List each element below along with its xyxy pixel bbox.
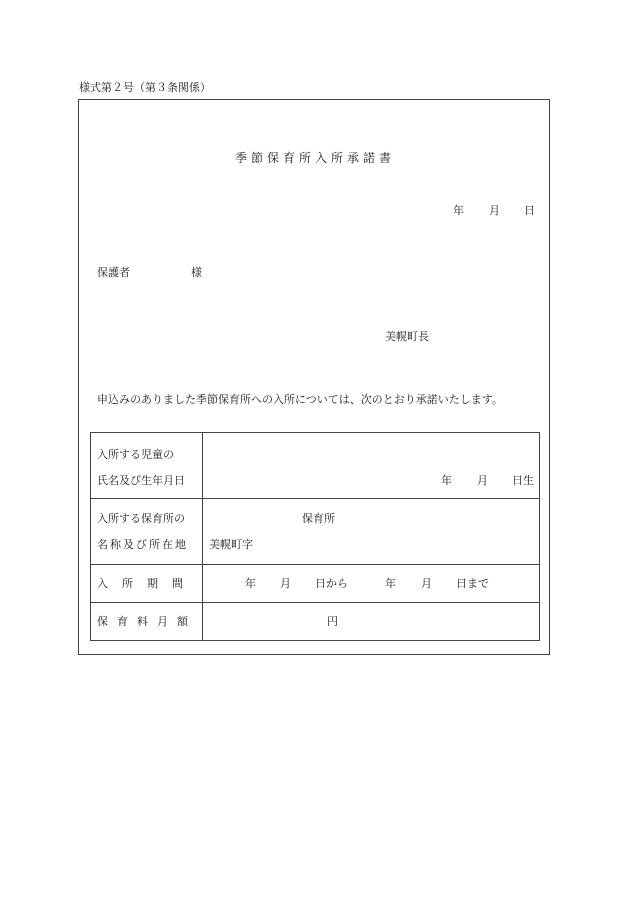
to-day: 日まで	[456, 577, 489, 590]
table-row	[91, 433, 540, 499]
fee-currency: 円	[327, 615, 338, 628]
guardian-label: 保護者	[97, 266, 130, 279]
issue-date-month: 月	[489, 204, 500, 217]
child-value-cell	[203, 433, 540, 499]
birth-year: 年	[441, 474, 452, 487]
to-year: 年	[385, 577, 396, 590]
fee-value-cell	[203, 603, 540, 641]
from-day: 日から	[315, 577, 348, 590]
fee-label: 保育料月額	[97, 615, 197, 628]
from-month: 月	[280, 577, 291, 590]
facility-label-line2: 名称及び所在地	[97, 538, 188, 551]
guardian-honorific: 様	[191, 266, 202, 279]
details-table	[90, 432, 540, 641]
birth-day: 日生	[512, 474, 534, 487]
document-title: 季節保育所入所承諾書	[234, 151, 395, 165]
period-value-cell	[203, 565, 540, 603]
issue-date-year: 年	[453, 204, 464, 217]
child-label-line1: 入所する児童の	[97, 448, 174, 461]
birth-month: 月	[477, 474, 488, 487]
facility-label-line1: 入所する保育所の	[97, 512, 185, 525]
child-label-line2: 氏名及び生年月日	[97, 474, 185, 487]
to-month: 月	[421, 577, 432, 590]
table-row	[91, 603, 540, 641]
form-number-label: 様式第２号（第３条関係）	[79, 81, 211, 94]
fee-label-cell	[91, 603, 203, 641]
facility-name-suffix: 保育所	[302, 512, 335, 525]
from-year: 年	[245, 577, 256, 590]
period-label: 入所期間	[97, 577, 197, 590]
approval-statement: 申込みのありました季節保育所への入所については、次のとおり承諾いたします。	[97, 393, 503, 406]
period-label-cell	[91, 565, 203, 603]
child-label-cell	[91, 433, 203, 499]
facility-address-prefix: 美幌町字	[209, 538, 253, 551]
issue-date-day: 日	[524, 204, 535, 217]
table-row	[91, 565, 540, 603]
issuer-name: 美幌町長	[385, 330, 429, 343]
facility-value-cell	[203, 499, 540, 565]
table-row	[91, 499, 540, 565]
facility-label-cell	[91, 499, 203, 565]
